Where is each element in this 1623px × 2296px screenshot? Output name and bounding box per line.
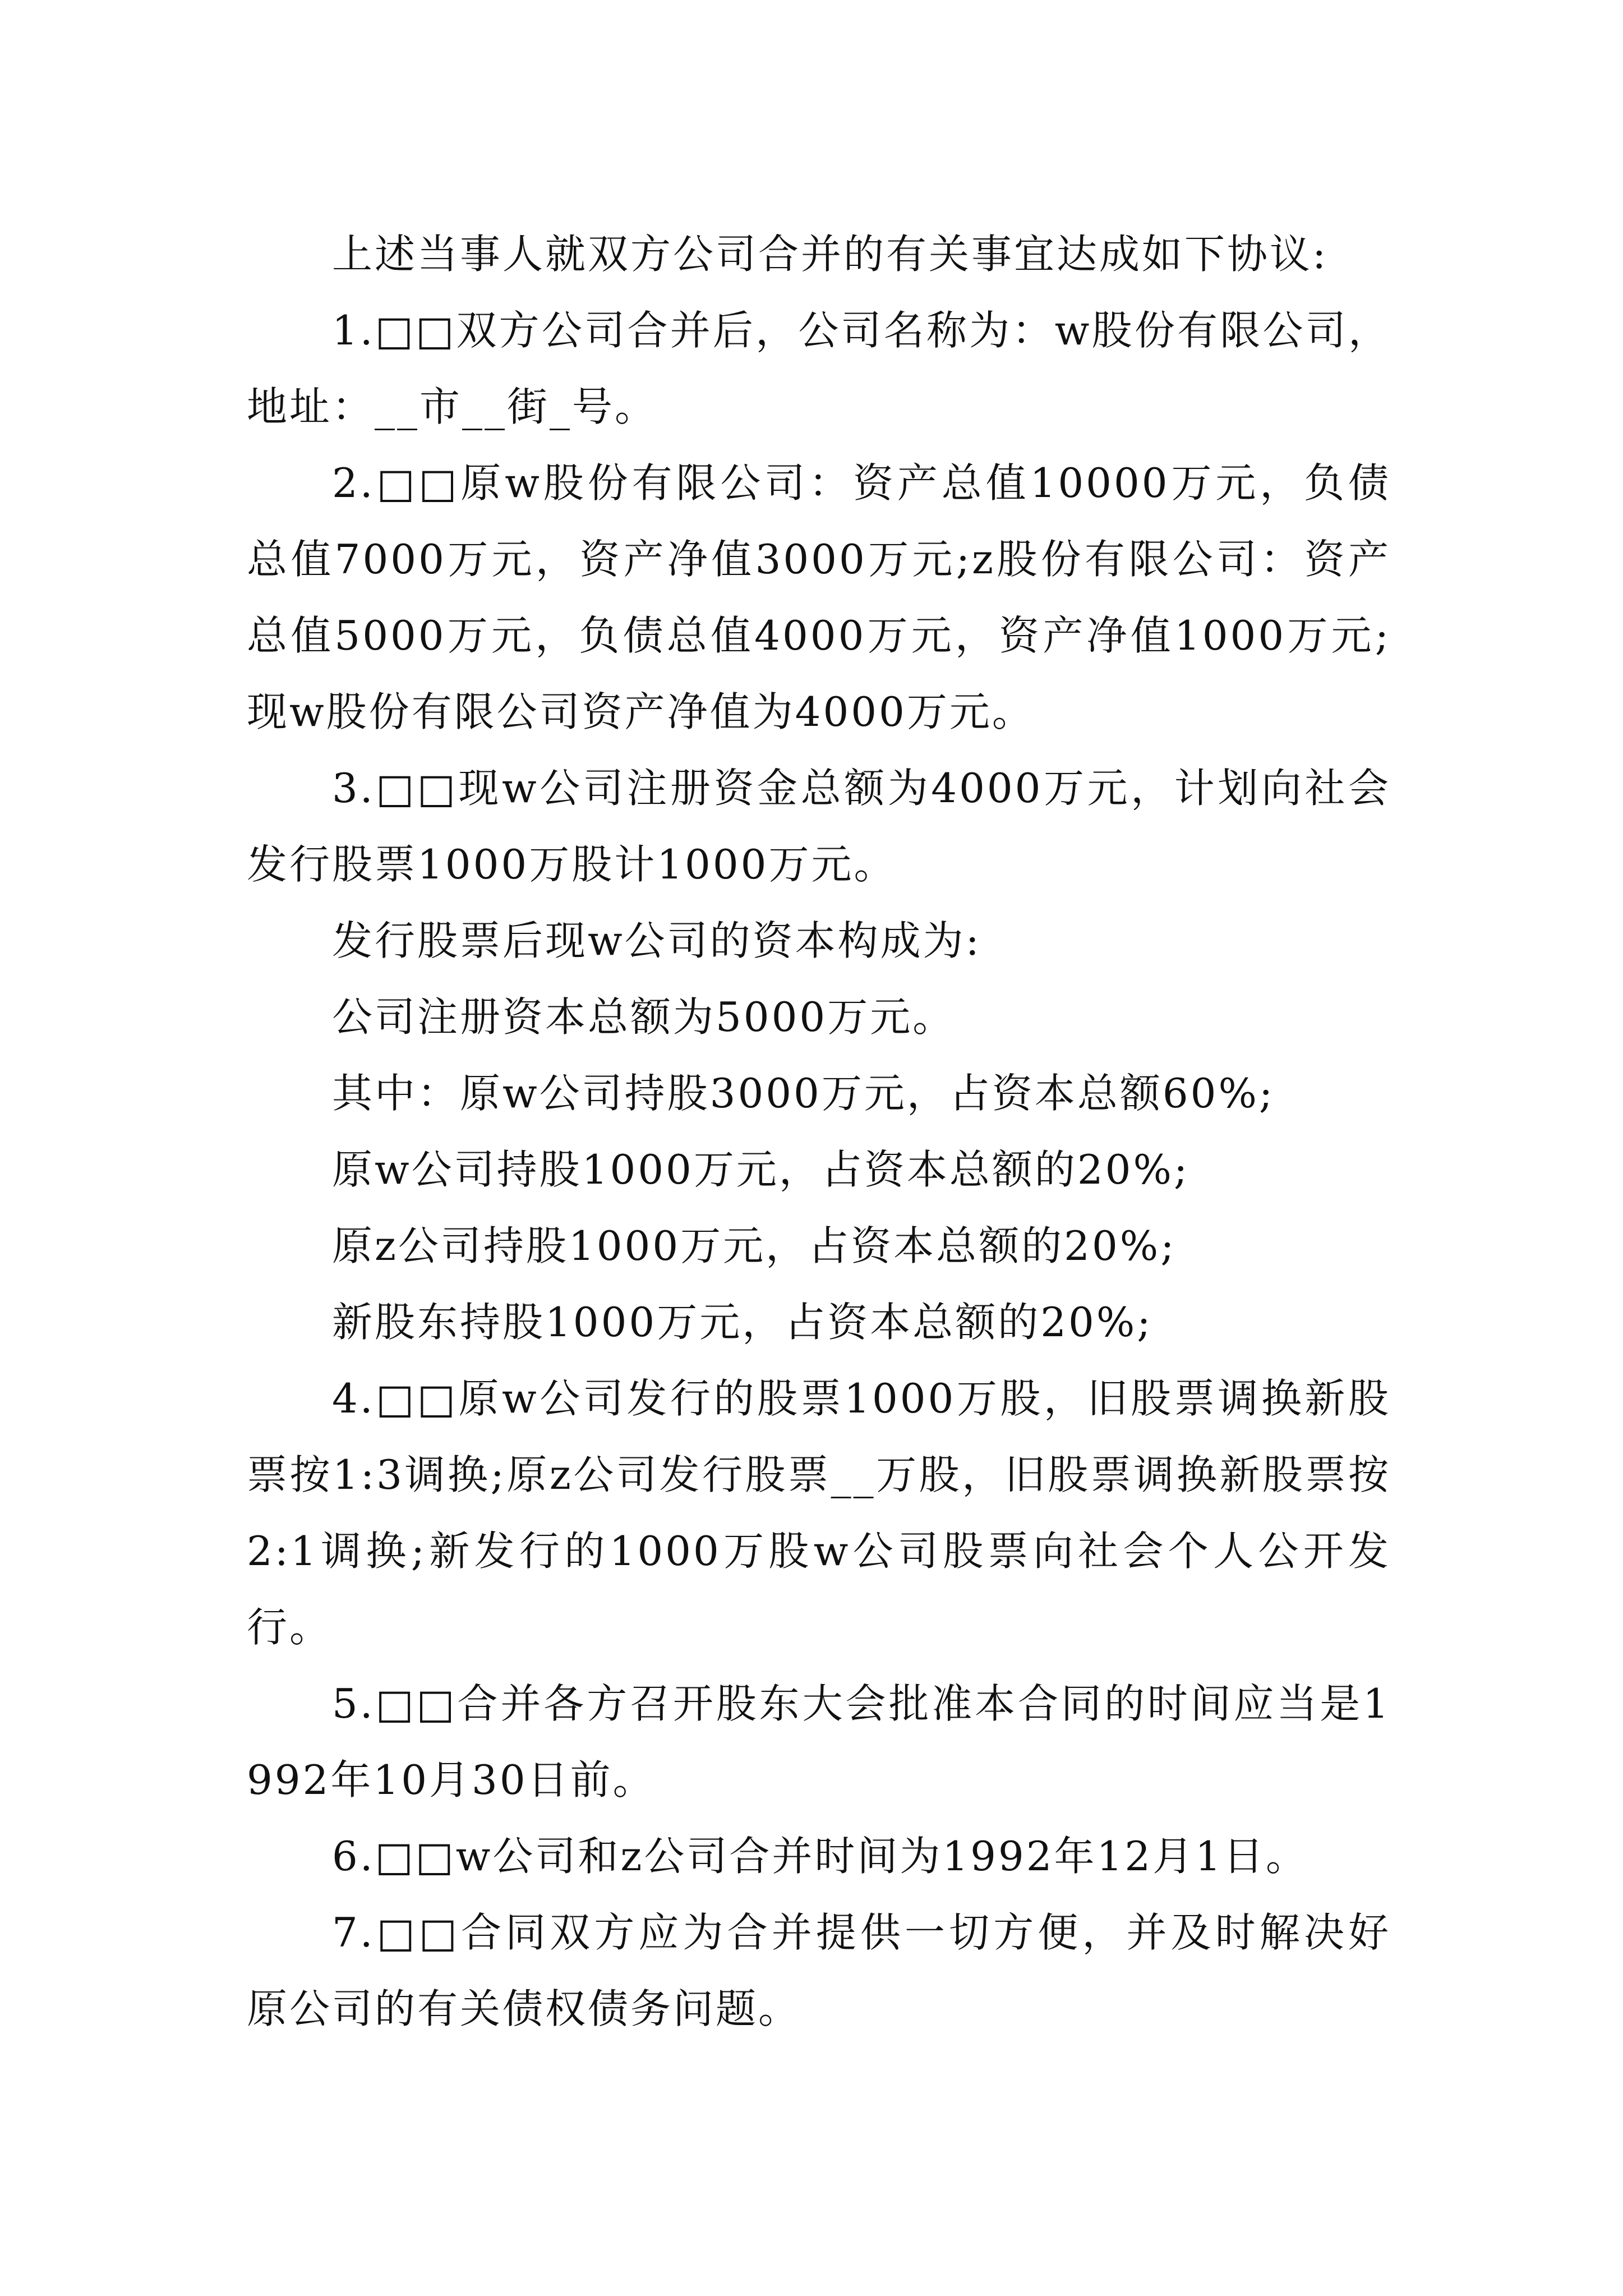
document-body	[247, 216, 1391, 2047]
paragraph-registered-capital: 公司注册资本总额为5000万元。	[332, 993, 956, 1041]
paragraph-clause-3: 3.□□现w公司注册资金总额为4000万元，计划向社会发行股票1000万股计1000万元。	[247, 765, 1391, 888]
paragraph-clause-7: 7.□□合同双方应为合并提供一切方便，并及时解决好原公司的有关债权债务问题。	[247, 1909, 1391, 2032]
paragraph-clause-1: 1.□□双方公司合并后，公司名称为：w股份有限公司，地址：__市__街_号。	[247, 307, 1391, 430]
paragraph-shareholding-1: 其中：原w公司持股3000万元，占资本总额60%;	[332, 1070, 1275, 1117]
paragraph-clause-4: 4.□□原w公司发行的股票1000万股，旧股票调换新股票按1:3调换;原z公司发行股票__万股，旧股票调换新股票按2:1调换;新发行的1000万股w公司股票向社会个人公开发行。	[247, 1375, 1391, 1651]
paragraph-clause-2: 2.□□原w股份有限公司：资产总值10000万元，负债总值7000万元，资产净值3000万元;z股份有限公司：资产总值5000万元，负债总值4000万元，资产净值1000万元;现w股份有限公司资产净值为4000万元。	[247, 459, 1391, 735]
paragraph-shareholding-4: 新股东持股1000万元，占资本总额的20%;	[332, 1299, 1153, 1346]
paragraph-clause-5: 5.□□合并各方召开股东大会批准本合同的时间应当是1992年10月30日前。	[247, 1680, 1391, 1803]
paragraph-clause-6: 6.□□w公司和z公司合并时间为1992年12月1日。	[332, 1833, 1308, 1880]
paragraph-shareholding-2: 原w公司持股1000万元，占资本总额的20%;	[332, 1146, 1190, 1193]
paragraph-intro: 上述当事人就双方公司合并的有关事宜达成如下协议:	[332, 231, 1329, 278]
paragraph-shareholding-3: 原z公司持股1000万元，占资本总额的20%;	[332, 1222, 1177, 1269]
paragraph-capital-structure-heading: 发行股票后现w公司的资本构成为:	[332, 917, 981, 964]
